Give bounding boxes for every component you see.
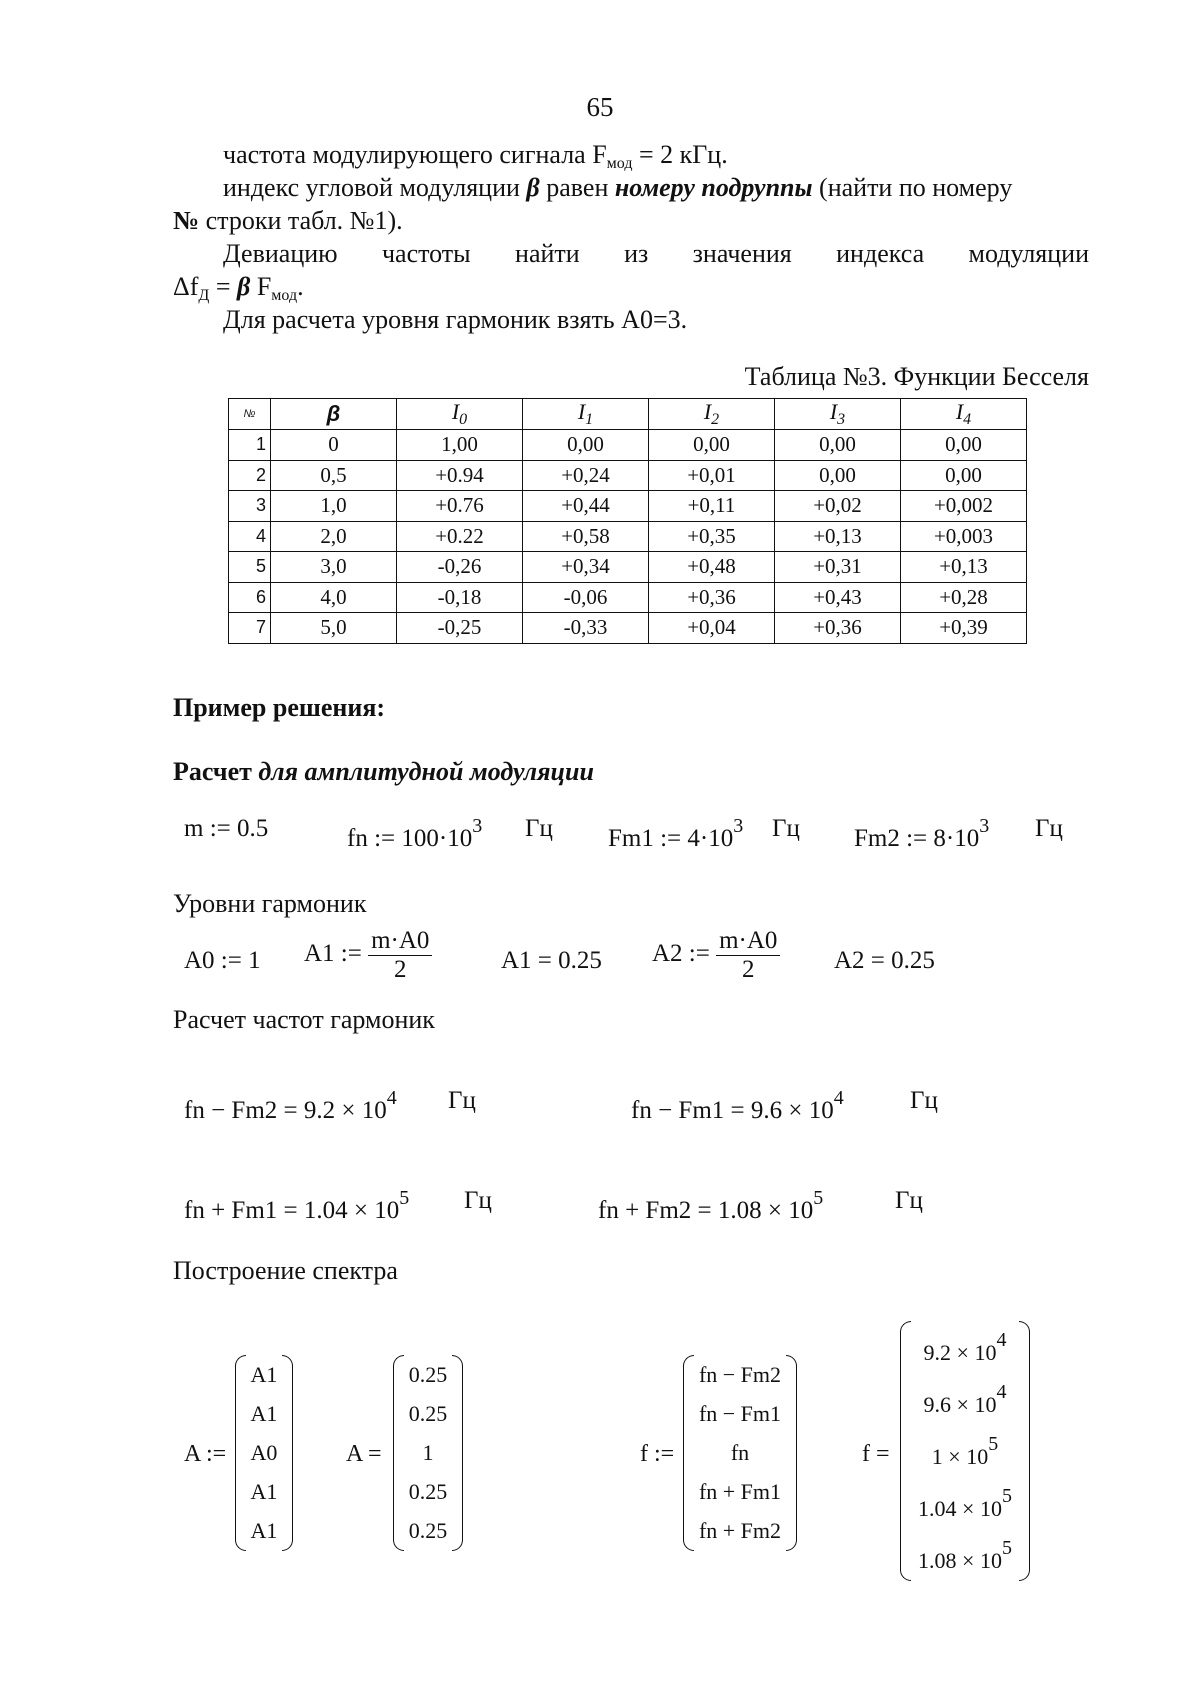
table-cell: +0,35 [649,521,775,552]
table-cell: 5,0 [271,613,397,644]
table-row [229,613,1027,644]
matrix-a-def [235,1355,293,1551]
freq-unit: Гц [895,1187,923,1214]
table-cell: 0,5 [271,460,397,491]
table-cell: +0,11 [649,491,775,522]
header-beta: β [271,399,397,430]
table-cell: 0 [271,430,397,461]
table-cell: 0,00 [775,460,901,491]
table-cell: +0,01 [649,460,775,491]
freq-fn-minus-fm2: fn − $Fm2 = 9.2 \times 10^4$ [184,1087,397,1124]
table-cell: 6 [229,582,271,613]
table-cell: +0,28 [901,582,1027,613]
table-cell: 0,00 [901,430,1027,461]
param-fn: fn := $100\cdot 10^3$ [347,815,483,852]
header-i4: $I_4$ [901,399,1027,430]
spectrum-title: Построение спектра [173,1256,398,1285]
harmonic-a0: A0 := 1 [184,947,261,974]
intro-line-2: индекс угловой модуляции β равен номеру подруппы (найти по номеру [223,173,1013,202]
param-fn-unit: Гц [525,815,553,842]
header-i2: $I_2$ [649,399,775,430]
table-cell: +0,48 [649,552,775,583]
header-i3: $I_3$ [775,399,901,430]
param-fm1: Fm1 := $4\cdot 10^3$ [608,815,744,852]
table-cell: 5 [229,552,271,583]
freq-unit: Гц [464,1187,492,1214]
fraction: $\frac{m\cdot A0}{2}$ [368,927,432,984]
table-cell: -0,26 [397,552,523,583]
table-cell: 0,00 [775,430,901,461]
matrix-cell: A1 [250,1518,278,1544]
matrix-f-value [900,1321,1030,1581]
page-number: 65 [586,92,614,122]
matrix-f-def-label: f := [640,1441,675,1467]
matrix-cell: fn − Fm2 [698,1361,782,1387]
table-cell: 7 [229,613,271,644]
table-cell: 1,00 [397,430,523,461]
matrix-a-val-label: A = [346,1441,382,1467]
table-row [229,552,1027,583]
matrix-cell: $9.6 \times 10^4$ [923,1380,1007,1417]
param-fm1-unit: Гц [772,815,800,842]
intro-line-5: $\Delta f_Д = \beta$ $F_{мод}$. [173,272,304,304]
matrix-cell: fn + Fm2 [698,1518,782,1544]
table-cell: +0,13 [775,521,901,552]
matrix-cell: $1.08 \times 10^5$ [918,1536,1012,1573]
table-header-row [229,399,1027,430]
matrix-cell: 0.25 [408,1479,448,1505]
header-i0: $I_0$ [397,399,523,430]
param-m: m := 0.5 [184,815,269,842]
table-cell: +0,34 [523,552,649,583]
table-cell: -0,33 [523,613,649,644]
table-cell: 1 [229,430,271,461]
table-cell: 4,0 [271,582,397,613]
matrix-cell: $1.04 \times 10^5$ [918,1484,1012,1521]
param-fm2: Fm2 := $8\cdot 10^3$ [854,815,990,852]
intro-line-1: частота модулирующего сигнала $F_{мод} = 2$ кГц. [223,140,728,172]
matrix-a-def-label: A := [184,1441,227,1467]
table-cell: 3,0 [271,552,397,583]
freq-fn-plus-fm1: fn + $Fm1 = 1.04 \times 10^5$ [184,1187,410,1224]
fraction: $\frac{m\cdot A0}{2}$ [716,927,780,984]
table-row [229,460,1027,491]
table-cell: 3 [229,491,271,522]
matrix-cell: A0 [250,1439,278,1465]
table-cell: +0,58 [523,521,649,552]
table-cell: +0,39 [901,613,1027,644]
table-cell: -0,18 [397,582,523,613]
table-row [229,430,1027,461]
bessel-table [228,398,1027,644]
harmonic-a2-def: A2 := $\frac{m\cdot A0}{2}$ [652,927,780,984]
table-cell: +0,36 [649,582,775,613]
harmonic-a1-def: A1 := $\frac{m\cdot A0}{2}$ [304,927,432,984]
table-cell: +0,003 [901,521,1027,552]
table-cell: +0,13 [901,552,1027,583]
header-number: № [229,399,271,430]
matrix-cell: 0.25 [408,1361,448,1387]
table-cell: +0.22 [397,521,523,552]
matrix-a-value [393,1355,463,1551]
matrix-cell: fn [730,1439,750,1465]
table-cell: +0,31 [775,552,901,583]
am-heading: Расчет для амплитудной модуляции [173,757,594,786]
example-heading: Пример решения: [173,693,386,722]
table-cell: +0.94 [397,460,523,491]
param-fm2-unit: Гц [1035,815,1063,842]
matrix-cell: fn + Fm1 [698,1479,782,1505]
harmonic-a2-value: A2 = 0.25 [834,947,935,974]
matrix-f-def [683,1355,797,1551]
intro-line-3: № строки табл. №1). [173,206,403,235]
table-cell: +0,24 [523,460,649,491]
table-cell: +0.76 [397,491,523,522]
matrix-cell: $1 \times 10^5$ [931,1432,999,1469]
table-cell: +0,02 [775,491,901,522]
table-cell: +0,36 [775,613,901,644]
table-cell: 0,00 [901,460,1027,491]
freq-unit: Гц [448,1087,476,1114]
table-cell: -0,25 [397,613,523,644]
table-caption: Таблица №3. Функции Бесселя [744,362,1089,391]
table-cell: 2,0 [271,521,397,552]
harmonics-title: Уровни гармоник [173,889,367,918]
matrix-cell: fn − Fm1 [698,1400,782,1426]
header-i1: $I_1$ [523,399,649,430]
table-cell: +0,44 [523,491,649,522]
matrix-cell: A1 [250,1479,278,1505]
table-cell: 1,0 [271,491,397,522]
table-cell: 0,00 [649,430,775,461]
table-row [229,491,1027,522]
matrix-cell: 0.25 [408,1400,448,1426]
matrix-f-val-label: f = [862,1441,890,1467]
table-row [229,582,1027,613]
harmonic-a1-value: A1 = 0.25 [501,947,602,974]
matrix-cell: 1 [422,1439,434,1465]
table-cell: +0,04 [649,613,775,644]
table-cell: 2 [229,460,271,491]
matrix-cell: 0.25 [408,1518,448,1544]
freq-fn-minus-fm1: fn − $Fm1 = 9.6 \times 10^4$ [631,1087,844,1124]
matrix-cell: A1 [250,1400,278,1426]
intro-line-6: Для расчета уровня гармоник взять А0=3. [223,305,688,334]
table-cell: -0,06 [523,582,649,613]
table-cell: +0,002 [901,491,1027,522]
freq-fn-plus-fm2: fn + $Fm2 = 1.08 \times 10^5$ [598,1187,824,1224]
freq-unit: Гц [910,1087,938,1114]
table-row [229,521,1027,552]
matrix-cell: $9.2 \times 10^4$ [923,1328,1007,1365]
table-cell: 0,00 [523,430,649,461]
table-cell: +0,43 [775,582,901,613]
table-cell: 4 [229,521,271,552]
intro-line-4: Девиацию частоты найти из значения индекса модуляции [223,239,1089,268]
freq-title: Расчет частот гармоник [173,1005,435,1034]
matrix-cell: A1 [250,1361,278,1387]
